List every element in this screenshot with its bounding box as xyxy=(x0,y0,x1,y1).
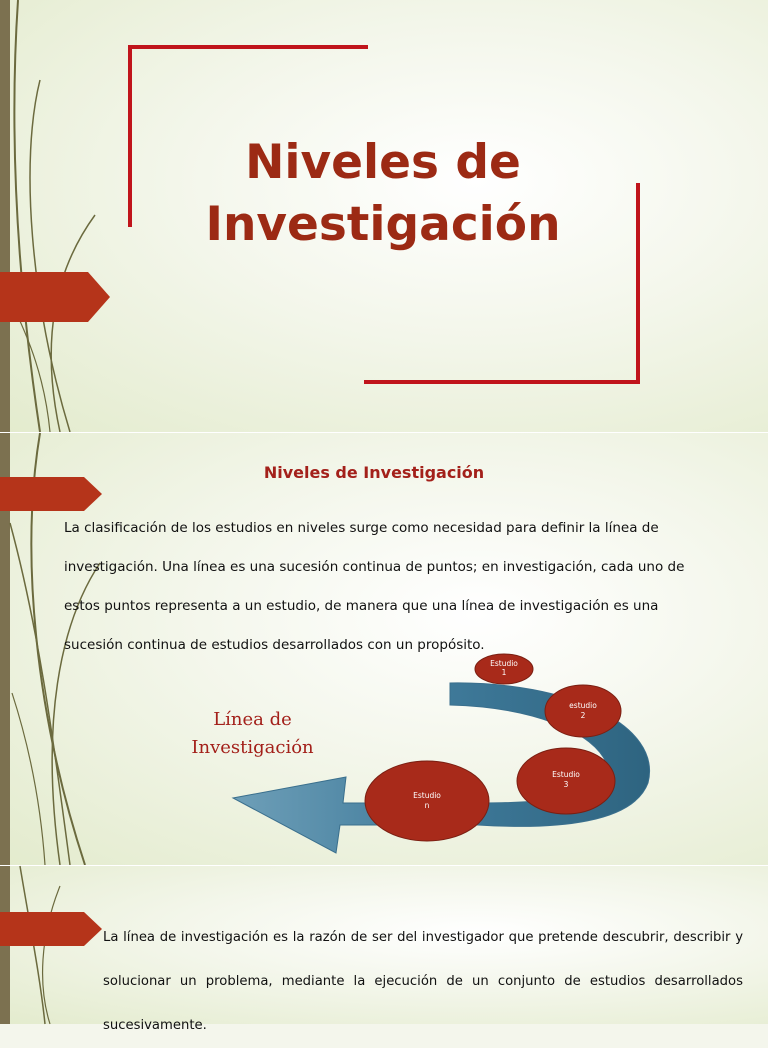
section-tab-marker xyxy=(0,272,110,322)
frond-decoration xyxy=(0,0,120,432)
slide-niveles xyxy=(0,433,768,865)
title-line-2: Investigación xyxy=(205,197,561,252)
diagram-title-line-1: Línea de xyxy=(213,709,292,730)
frame-bottom-line xyxy=(364,380,640,384)
slide-razon xyxy=(0,866,768,1033)
slide-heading: Niveles de Investigación xyxy=(263,463,485,482)
node-n-label: Estudio xyxy=(413,791,441,800)
diagram-title-line-2: Investigación xyxy=(191,737,314,758)
study-node-n xyxy=(365,761,489,841)
body-paragraph: La línea de investigación es la razón de ser del investigador que pretende descubrir, describir y solucionar un problema, mediante la ejecución de un conjunto de estudios desarrollados sucesivamente. xyxy=(103,930,743,1033)
slide-title-text xyxy=(130,132,636,256)
node-3-number: 3 xyxy=(563,780,569,789)
study-node-1 xyxy=(475,654,533,684)
node-3-label: Estudio xyxy=(552,770,580,779)
node-1-label: Estudio xyxy=(490,659,518,668)
node-1-number: 1 xyxy=(501,668,507,677)
section-tab-marker xyxy=(0,477,102,511)
intro-paragraph: La clasificación de los estudios en niveles surge como necesidad para definir la línea de investigación. Una línea es una sucesión continua de puntos; en investigación, cada uno de estos puntos representa a un estudio, de manera que una línea de investigación es una sucesión continua de estudios desarrollados con un propósito. xyxy=(64,520,685,653)
section-tab-marker xyxy=(0,912,102,946)
node-2-label: estudio xyxy=(569,701,597,710)
node-2-number: 2 xyxy=(580,711,586,720)
study-node-2 xyxy=(545,685,621,737)
frame-top-line xyxy=(128,45,368,49)
slide-title xyxy=(0,0,768,432)
research-line-diagram xyxy=(228,655,660,847)
title-line-1: Niveles de xyxy=(245,135,521,190)
study-node-3 xyxy=(517,748,615,814)
node-n-number: n xyxy=(424,801,430,810)
frame-right-line xyxy=(636,183,640,384)
